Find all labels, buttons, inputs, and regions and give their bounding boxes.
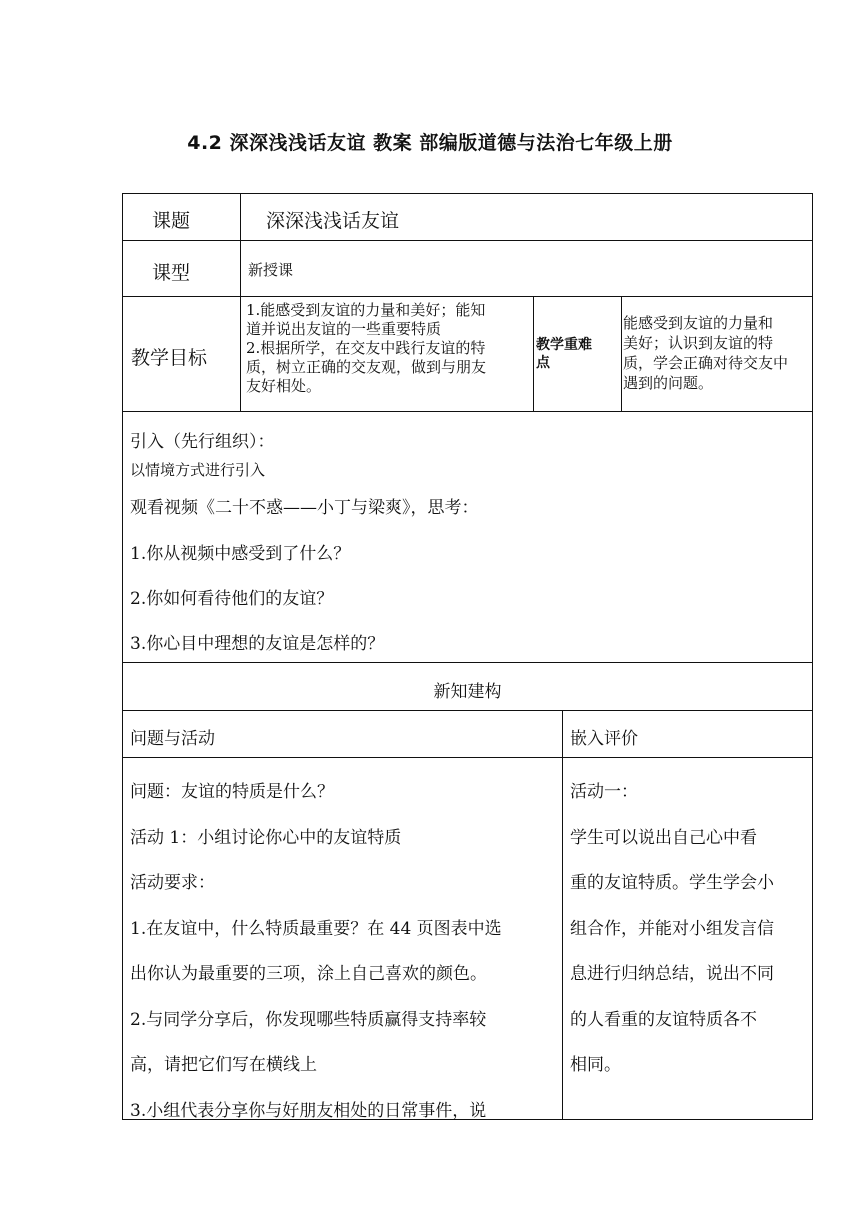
goals-text xyxy=(246,301,486,396)
intro-question-2: 2.你如何看待他们的友谊？ xyxy=(130,589,334,609)
keypoints-line: 遇到的问题。 xyxy=(623,374,714,392)
goals-line: 2.根据所学，在交友中践行友谊的特 xyxy=(246,339,486,357)
activity-line: 1.在友谊中，什么特质最重要？在 44 页图表中选 xyxy=(130,918,502,939)
col-divider xyxy=(240,193,241,411)
evaluation-text xyxy=(570,770,774,1089)
topic-value: 深深浅浅话友谊 xyxy=(266,210,400,232)
intro-video: 观看视频《二十不惑——小丁与梁爽》，思考： xyxy=(130,498,479,518)
activity-line: 问题：友谊的特质是什么？ xyxy=(130,782,334,802)
goals-line: 1.能感受到友谊的力量和美好；能知 xyxy=(246,301,486,319)
keypoints-line: 美好；认识到友谊的特 xyxy=(623,334,774,352)
keypoints-label: 教学重难 点 xyxy=(536,337,592,371)
activity-line: 出你认为最重要的三项，涂上自己喜欢的颜色。 xyxy=(130,964,487,984)
evaluation-line: 学生可以说出自己心中看 xyxy=(570,827,757,848)
goals-line: 道并说出友谊的一些重要特质 xyxy=(246,320,442,338)
topic-label: 课题 xyxy=(152,210,191,232)
activity-line: 2.与同学分享后，你发现哪些特质赢得支持率较 xyxy=(130,1009,487,1030)
intro-heading: 引入（先行组织）： xyxy=(130,432,275,452)
row-divider xyxy=(122,240,813,241)
keypoints-text xyxy=(623,313,788,393)
intro-method: 以情境方式进行引入 xyxy=(130,461,266,479)
keypoints-line: 能感受到友谊的力量和 xyxy=(623,314,774,332)
row-divider xyxy=(122,710,813,711)
row-divider xyxy=(122,757,813,758)
goals-line: 友好相处。 xyxy=(246,377,322,395)
intro-question-1: 1.你从视频中感受到了什么？ xyxy=(130,544,351,564)
evaluation-line: 相同。 xyxy=(570,1055,621,1075)
evaluation-line: 活动一： xyxy=(570,782,638,802)
col-header-evaluation: 嵌入评价 xyxy=(570,729,638,749)
row-divider xyxy=(122,662,813,663)
keypoints-line: 质，学会正确对待交友中 xyxy=(623,354,789,372)
document-title: 4.2 深深浅浅话友谊 教案 部编版道德与法治七年级上册 xyxy=(187,132,673,154)
intro-question-3: 3.你心目中理想的友谊是怎样的？ xyxy=(130,634,385,654)
type-label: 课型 xyxy=(152,262,191,284)
col-header-activities: 问题与活动 xyxy=(130,729,215,749)
activity-line: 高，请把它们写在横线上 xyxy=(130,1055,317,1075)
type-value: 新授课 xyxy=(248,261,294,279)
evaluation-line: 息进行归纳总结，说出不同 xyxy=(570,964,774,984)
evaluation-line: 组合作，并能对小组发言信 xyxy=(570,918,774,939)
section-header: 新知建构 xyxy=(433,682,502,702)
activity-line: 活动要求： xyxy=(130,873,215,893)
col-divider xyxy=(533,296,534,411)
activity-line: 活动 1：小组讨论你心中的友谊特质 xyxy=(130,827,402,848)
evaluation-line: 重的友谊特质。学生学会小 xyxy=(570,873,774,893)
activity-line: 3.小组代表分享你与好朋友相处的日常事件，说 xyxy=(130,1100,487,1121)
activities-text xyxy=(130,770,502,1134)
goals-label: 教学目标 xyxy=(131,347,208,369)
col-divider xyxy=(621,296,622,411)
col-divider xyxy=(562,710,563,1120)
evaluation-line: 的人看重的友谊特质各不 xyxy=(570,1009,757,1030)
row-divider xyxy=(122,296,813,297)
row-divider xyxy=(122,411,813,412)
goals-line: 质，树立正确的交友观，做到与朋友 xyxy=(246,358,487,376)
